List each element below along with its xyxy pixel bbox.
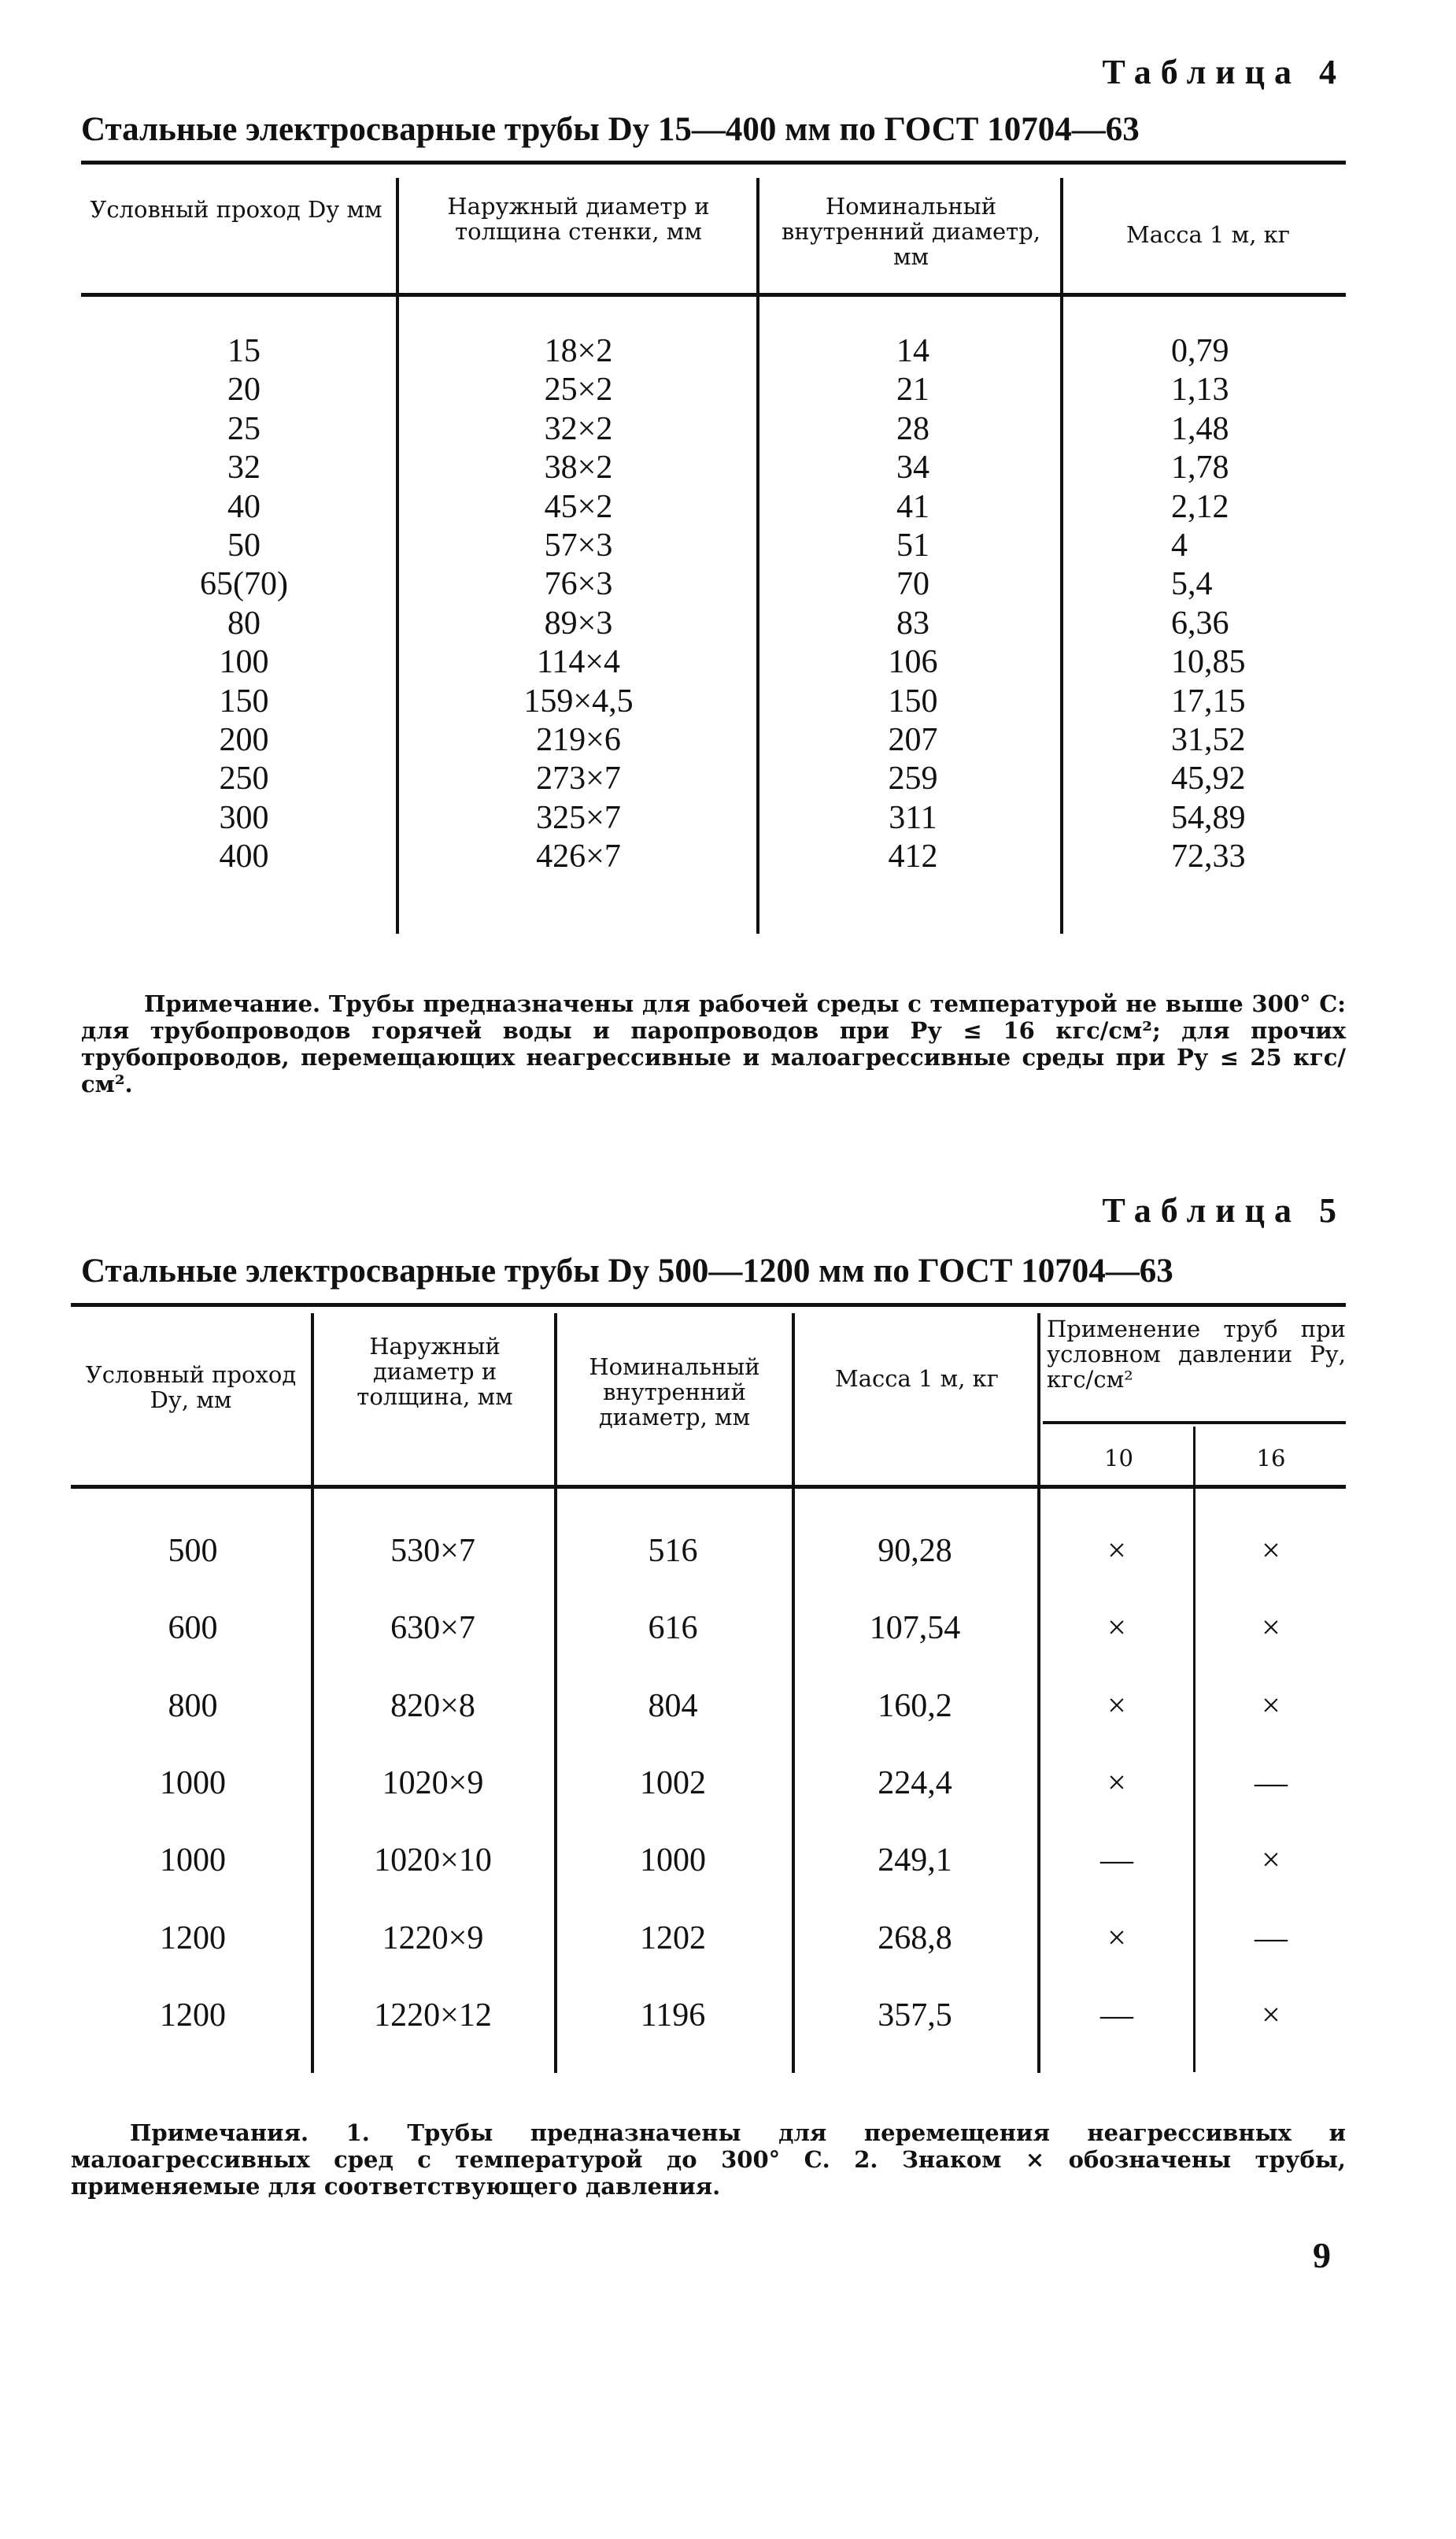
table4-cell: 89×3 — [544, 605, 613, 642]
table5-header-col2: Наружный диаметр и толщина, мм — [357, 1333, 513, 1410]
table4-cell: 72,33 — [1171, 838, 1246, 875]
table5-subheader-10: 10 — [1104, 1445, 1133, 1471]
table5-cell: 600 — [168, 1610, 218, 1647]
table4-header-rule — [81, 293, 1346, 297]
table4-cell: 83 — [896, 605, 929, 642]
table4-cell: 159×4,5 — [523, 683, 634, 720]
table4-cell: 200 — [219, 722, 269, 758]
table5-subheader-16: 16 — [1256, 1445, 1286, 1471]
table4-cell: 1,48 — [1171, 410, 1229, 447]
table4-header-col4: Масса 1 м, кг — [1126, 221, 1290, 248]
table4-cell: 426×7 — [536, 838, 621, 875]
table4-cell: 20 — [227, 372, 261, 409]
table4-cell: 41 — [896, 488, 929, 525]
table5-cell: 357,5 — [878, 1997, 952, 2034]
table4-cell: 1,13 — [1171, 372, 1229, 409]
table5-cell: 1000 — [160, 1764, 226, 1801]
table4-cell: 14 — [896, 333, 929, 369]
table4-cell: 6,36 — [1171, 605, 1229, 642]
table4-cell: 5,4 — [1171, 566, 1213, 603]
table5-cell: 800 — [168, 1687, 218, 1724]
table5-note — [71, 2119, 1346, 2200]
table5-cell: — — [1100, 1997, 1133, 2034]
table5-cell: 516 — [648, 1533, 698, 1569]
table5-cell: 224,4 — [878, 1764, 952, 1801]
table5-cell: × — [1107, 1533, 1126, 1569]
table5-cell: 1020×10 — [374, 1842, 492, 1879]
table4-cell: 45,92 — [1171, 761, 1246, 798]
page-number: 9 — [1313, 2235, 1331, 2275]
table5-cell: 1002 — [640, 1764, 706, 1801]
table4-cell: 25×2 — [544, 372, 613, 409]
table4-label: Таблица 4 — [1102, 53, 1346, 91]
table5-cell: 90,28 — [878, 1533, 952, 1569]
table4-cell: 32×2 — [544, 410, 613, 447]
table5-cell: × — [1107, 1610, 1126, 1647]
table5-cell: 1220×12 — [374, 1997, 492, 2034]
table5-cell: — — [1255, 1764, 1288, 1801]
table4-cell: 15 — [227, 333, 261, 369]
table4-note-label: Примечание. — [144, 990, 321, 1017]
table4-note-text: Трубы предназначены для рабочей среды с температурой не выше 300° С: для трубопроводов горячей воды и паропроводов при Pу ≤ 16 кгс/см²; для прочих трубопроводов, перемещающих неагрессивные и малоагрессивные среды при Pу ≤ 25 кгс/см². — [81, 990, 1346, 1097]
table4-header-col1: Условный проход Dу мм — [90, 196, 382, 223]
table4-cell: 34 — [896, 450, 929, 487]
table5-cell: 530×7 — [390, 1533, 475, 1569]
table4-cell: 311 — [889, 799, 937, 836]
table4-cell: 28 — [896, 410, 929, 447]
table5-header-col3: Номинальный внутренний диаметр, мм — [589, 1353, 760, 1431]
table4-cell: 32 — [227, 450, 261, 487]
table4-cell: 250 — [219, 761, 269, 798]
table4-cell: 25 — [227, 410, 261, 447]
table4-cell: 51 — [896, 527, 929, 564]
table4-cell: 273×7 — [536, 761, 621, 798]
table4-divider — [396, 178, 399, 934]
table5-header-col5: Применение труб при условном давлении Pу, кгс/см² — [1047, 1316, 1346, 1393]
table5-cell: × — [1262, 1533, 1280, 1569]
table5-cell: × — [1107, 1764, 1126, 1801]
table4-cell: 207 — [888, 722, 938, 758]
table4-cell: 50 — [227, 527, 261, 564]
table4-cell: 17,15 — [1171, 683, 1246, 720]
table5-cell: × — [1262, 1842, 1280, 1879]
table5-cell: 616 — [648, 1610, 698, 1647]
table5-cell: × — [1107, 1687, 1126, 1724]
table5-title: Стальные электросварные трубы Dу 500—1200 мм по ГОСТ 10704—63 — [81, 1253, 1173, 1290]
table5-note-label: Примечания. — [130, 2119, 309, 2146]
table5-cell: × — [1107, 1919, 1126, 1956]
table4-cell: 45×2 — [544, 488, 613, 525]
table5-cell: × — [1262, 1610, 1280, 1647]
table5-cell: 160,2 — [878, 1687, 952, 1724]
table4-cell: 70 — [896, 566, 929, 603]
table5-label: Таблица 5 — [1102, 1191, 1346, 1230]
table4-top-rule — [81, 161, 1346, 165]
table5-cell: 107,54 — [869, 1610, 961, 1647]
table4-cell: 38×2 — [544, 450, 613, 487]
table5-top-rule — [71, 1303, 1346, 1307]
table4-cell: 100 — [219, 644, 269, 681]
table4-cell: 1,78 — [1171, 450, 1229, 487]
table5-cell: 1000 — [160, 1842, 226, 1879]
table4-cell: 0,79 — [1171, 333, 1229, 369]
table5-cell: 820×8 — [390, 1687, 475, 1724]
table4-cell: 18×2 — [544, 333, 613, 369]
table4-cell: 150 — [219, 683, 269, 720]
table5-cell: 1220×9 — [382, 1919, 484, 1956]
table4-cell: 412 — [888, 838, 938, 875]
table5-cell: 1200 — [160, 1919, 226, 1956]
table5-cell: × — [1262, 1687, 1280, 1724]
table5-cell: 268,8 — [878, 1919, 952, 1956]
table5-header-col4: Масса 1 м, кг — [835, 1365, 999, 1392]
table4-cell: 57×3 — [544, 527, 613, 564]
table4-cell: 10,85 — [1171, 644, 1246, 681]
table5-cell: 1200 — [160, 1997, 226, 2034]
table4-cell: 106 — [888, 644, 938, 681]
table4-cell: 65(70) — [200, 566, 288, 603]
table4-cell: 219×6 — [536, 722, 621, 758]
table4-note — [81, 990, 1346, 1097]
table5-cell: 804 — [648, 1687, 698, 1724]
table4-cell: 40 — [227, 488, 261, 525]
table5-cell: 1202 — [640, 1919, 706, 1956]
table4-cell: 31,52 — [1171, 722, 1246, 758]
table5-cell: × — [1262, 1997, 1280, 2034]
table5-cell: 630×7 — [390, 1610, 475, 1647]
table4-cell: 54,89 — [1171, 799, 1246, 836]
table4-header-col3: Номинальный внутренний диаметр, мм — [781, 193, 1041, 270]
table5-cell: 500 — [168, 1533, 218, 1569]
table5-cell: 1000 — [640, 1842, 706, 1879]
table4-cell: 80 — [227, 605, 261, 642]
table4-cell: 114×4 — [536, 644, 621, 681]
table4-divider — [1060, 178, 1063, 934]
table5-divider — [1193, 1427, 1195, 2072]
table4-header-col2: Наружный диаметр и толщина стенки, мм — [447, 193, 710, 245]
table4-cell: 259 — [888, 761, 938, 798]
table4-cell: 2,12 — [1171, 488, 1229, 525]
table4-cell: 300 — [219, 799, 269, 836]
table5-header-col1: Условный проход Dу, мм — [85, 1361, 297, 1413]
table5-divider — [554, 1313, 557, 2073]
table5-divider — [311, 1313, 314, 2073]
table4-cell: 400 — [219, 838, 269, 875]
table4-divider — [756, 178, 759, 934]
table5-cell: — — [1255, 1919, 1288, 1956]
table4-cell: 150 — [888, 683, 938, 720]
table5-subheader-rule — [1043, 1421, 1346, 1424]
table4-cell: 325×7 — [536, 799, 621, 836]
table4-cell: 4 — [1171, 527, 1188, 564]
table4-title: Стальные электросварные трубы Dу 15—400 мм по ГОСТ 10704—63 — [81, 111, 1140, 148]
table4-cell: 76×3 — [544, 566, 613, 603]
table5-header-rule — [71, 1485, 1346, 1489]
table4-cell: 21 — [896, 372, 929, 409]
table5-cell: — — [1100, 1842, 1133, 1879]
table5-cell: 249,1 — [878, 1842, 952, 1879]
table5-cell: 1020×9 — [382, 1764, 484, 1801]
table5-cell: 1196 — [640, 1997, 706, 2034]
table5-note-text: 1. Трубы предназначены для перемещения неагрессивных и малоагрессивных сред с температурой до 300° С. 2. Знаком × обозначены трубы, применяемые для соответствующего давления. — [71, 2119, 1346, 2200]
